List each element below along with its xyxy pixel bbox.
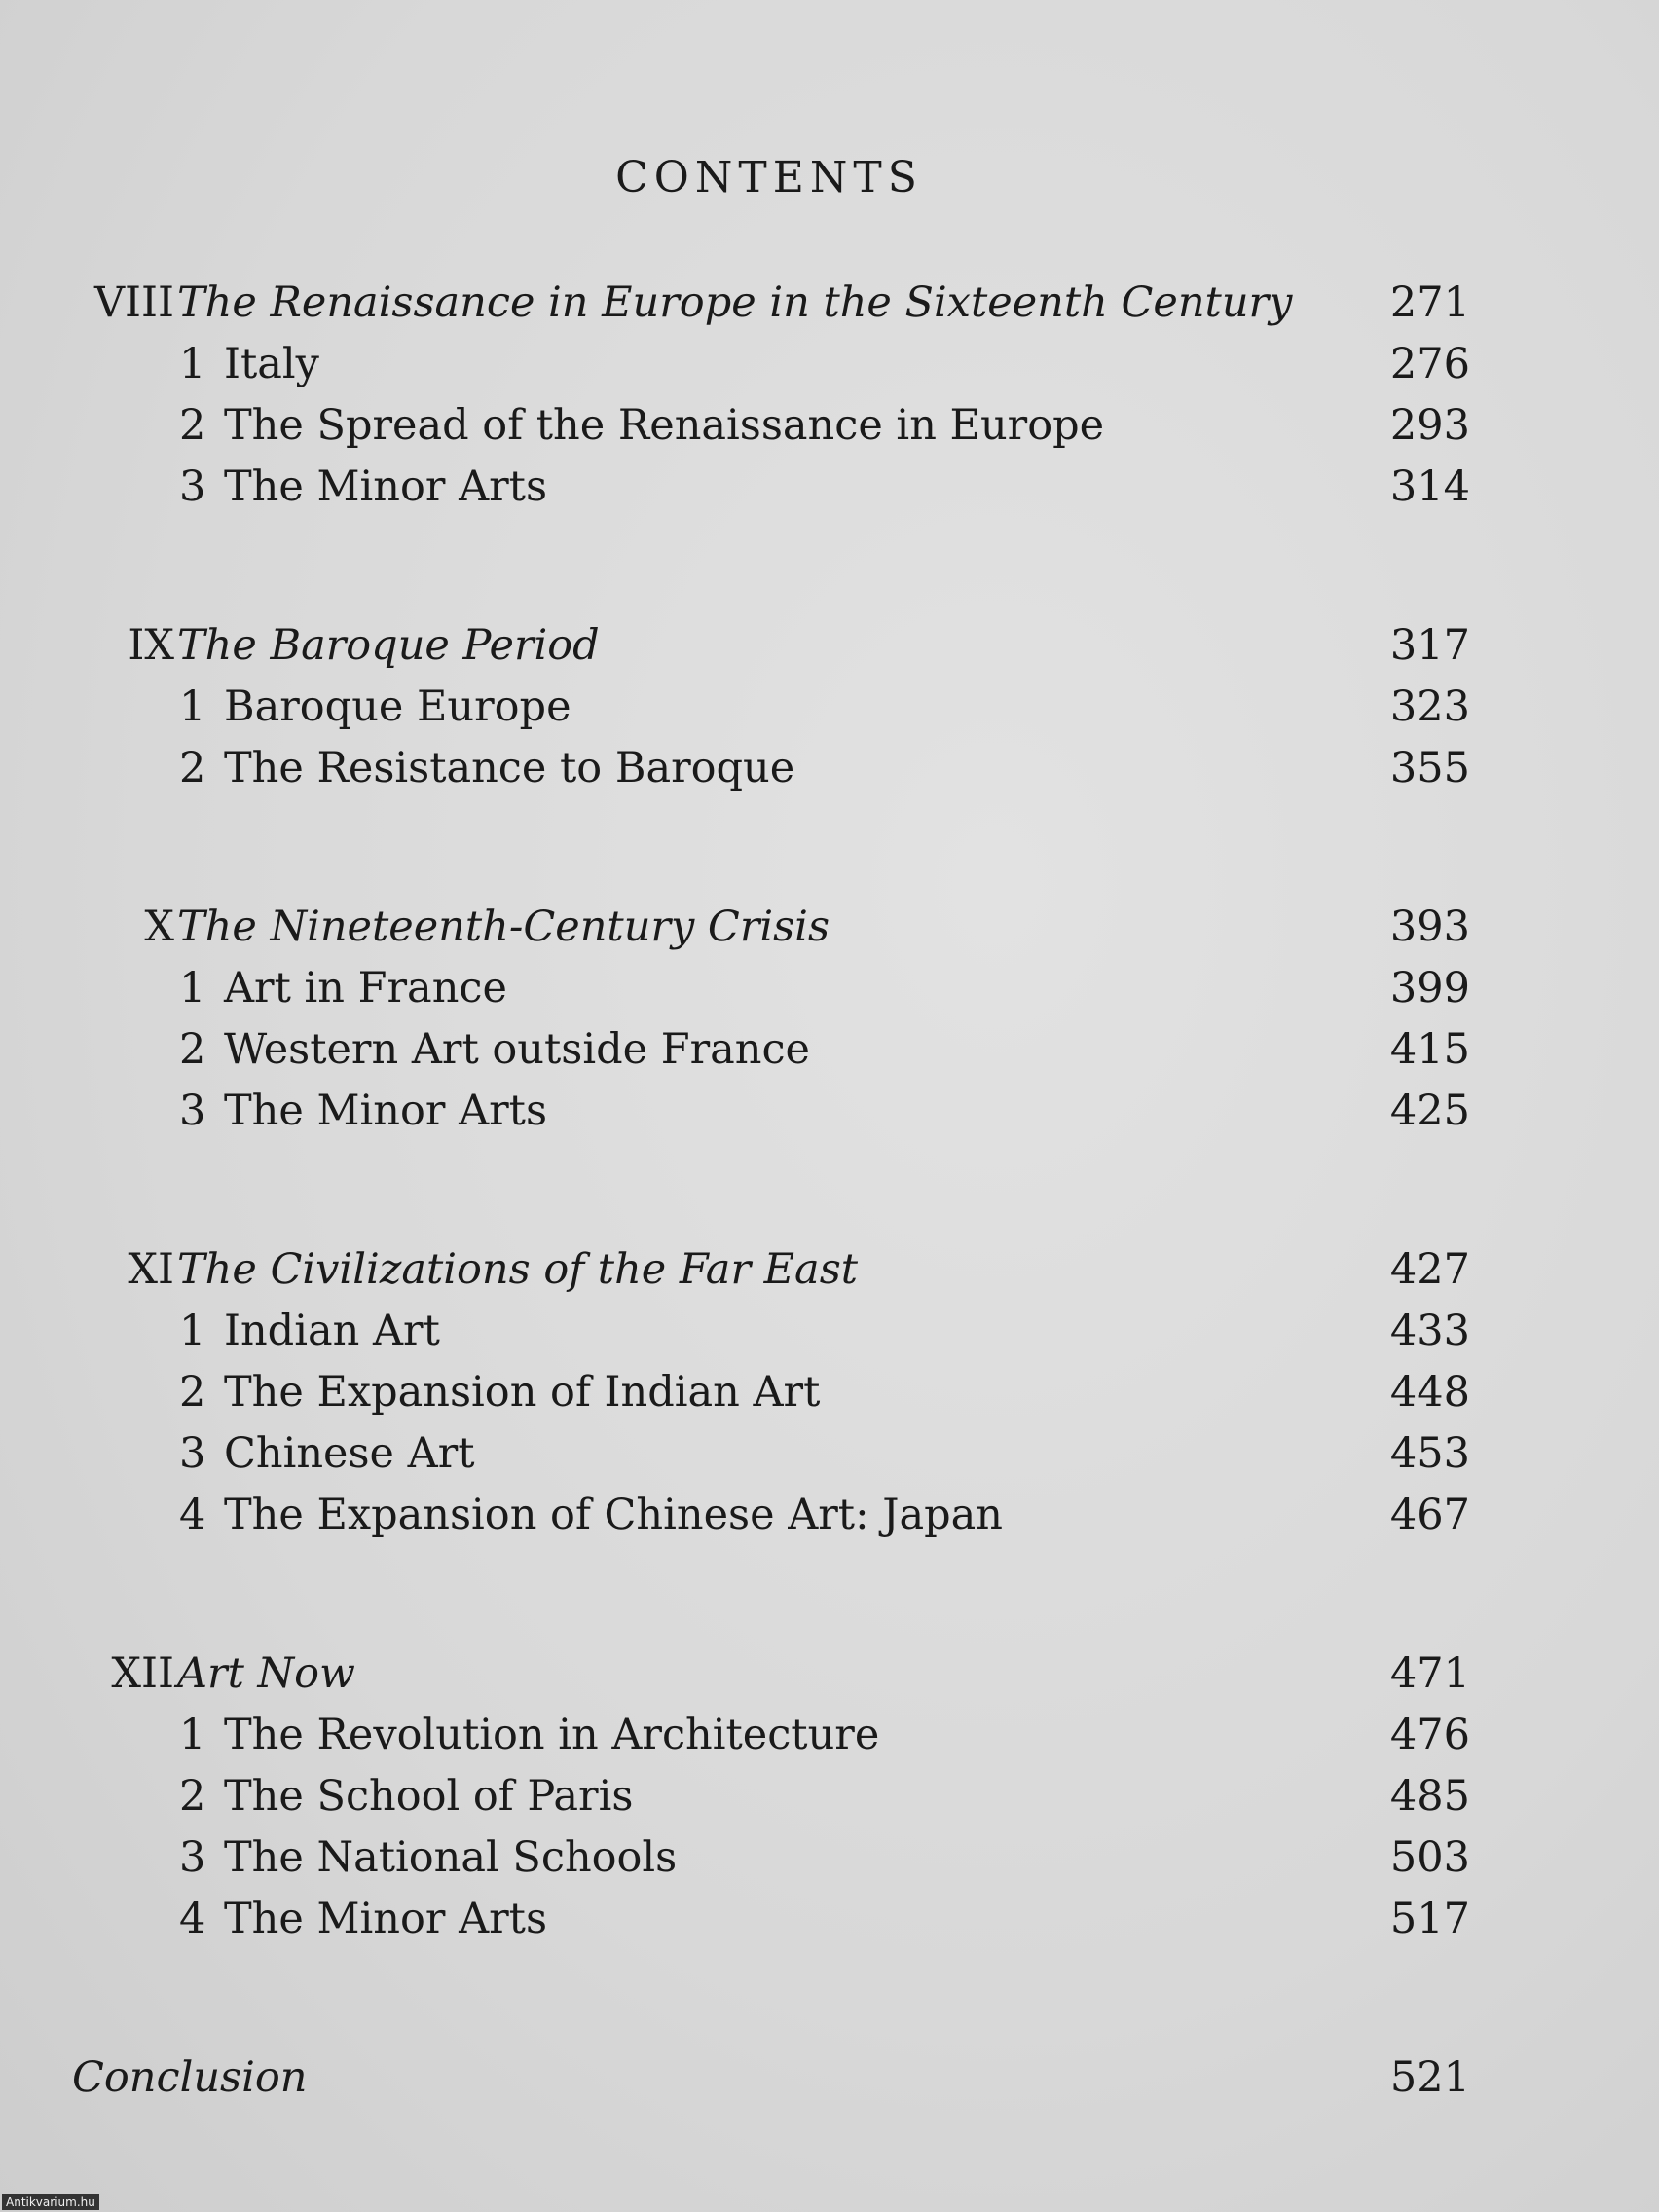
section-number: 1 [179, 1307, 206, 1355]
section-title: The School of Paris [224, 1772, 634, 1821]
section-row[interactable] [0, 1827, 1659, 1889]
page-number: 276 [1389, 340, 1470, 388]
chapter-title: The Nineteenth-Century Crisis [177, 903, 830, 951]
section-title: The Resistance to Baroque [224, 744, 795, 793]
page-number: 355 [1389, 744, 1470, 793]
section-row[interactable] [0, 1019, 1659, 1081]
chapter-title: The Civilizations of the Far East [177, 1245, 859, 1294]
section-row[interactable] [0, 457, 1659, 518]
chapter-entry [0, 1239, 1659, 1546]
section-number: 1 [179, 1711, 206, 1759]
section-title: The Minor Arts [224, 462, 548, 511]
section-title: The Minor Arts [224, 1087, 548, 1135]
page-number: 393 [1389, 903, 1470, 951]
section-title: The Expansion of Indian Art [224, 1368, 821, 1417]
page-number: 293 [1389, 401, 1470, 450]
section-row[interactable] [0, 1766, 1659, 1827]
section-number: 2 [179, 744, 206, 793]
section-row[interactable] [0, 738, 1659, 799]
section-title: The Revolution in Architecture [224, 1711, 880, 1759]
chapter-row[interactable] [0, 1239, 1659, 1301]
chapter-title: The Baroque Period [177, 621, 600, 670]
section-number: 3 [179, 1833, 206, 1882]
page-title: CONTENTS [615, 153, 923, 203]
section-number: 4 [179, 1491, 206, 1539]
section-number: 3 [179, 1429, 206, 1478]
page-number: 271 [1389, 278, 1470, 327]
section-number: 2 [179, 1772, 206, 1821]
chapter-entry [0, 615, 1659, 799]
section-row[interactable] [0, 1705, 1659, 1766]
page-number: 427 [1389, 1245, 1470, 1294]
page-number: 425 [1389, 1087, 1470, 1135]
chapter-row[interactable] [0, 273, 1659, 334]
page-number: 471 [1389, 1649, 1470, 1698]
section-title: Art in France [224, 964, 507, 1013]
section-row[interactable] [0, 1301, 1659, 1362]
page-number: 323 [1389, 682, 1470, 731]
chapter-entry [0, 897, 1659, 1142]
page-number: 503 [1389, 1833, 1470, 1882]
section-row[interactable] [0, 334, 1659, 395]
chapter-number: VIII [93, 278, 174, 327]
section-row[interactable] [0, 1362, 1659, 1423]
section-title: Western Art outside France [224, 1025, 810, 1074]
section-title: The Expansion of Chinese Art: Japan [224, 1491, 1003, 1539]
chapter-number: XII [111, 1649, 174, 1698]
section-row[interactable] [0, 677, 1659, 738]
section-number: 2 [179, 1025, 206, 1074]
chapter-title: Art Now [177, 1649, 355, 1698]
chapter-row[interactable] [0, 615, 1659, 677]
section-title: Italy [224, 340, 319, 388]
conclusion-entry [0, 2047, 1659, 2109]
page-number: 415 [1389, 1025, 1470, 1074]
section-title: The National Schools [224, 1833, 678, 1882]
section-row[interactable] [0, 1485, 1659, 1546]
section-title: The Spread of the Renaissance in Europe [224, 401, 1105, 450]
chapter-row[interactable] [0, 1643, 1659, 1705]
section-number: 1 [179, 682, 206, 731]
watermark-credit: Antikvarium.hu [2, 2194, 99, 2210]
section-title: Indian Art [224, 1307, 440, 1355]
chapter-entry [0, 273, 1659, 518]
chapter-title: The Renaissance in Europe in the Sixteenth Century [177, 278, 1293, 327]
section-number: 4 [179, 1895, 206, 1943]
section-row[interactable] [0, 1423, 1659, 1485]
section-title: Baroque Europe [224, 682, 571, 731]
page-number: 433 [1389, 1307, 1470, 1355]
page-number: 467 [1389, 1491, 1470, 1539]
page-number: 517 [1389, 1895, 1470, 1943]
page-number: 399 [1389, 964, 1470, 1013]
conclusion-row[interactable] [0, 2047, 1659, 2109]
conclusion-title: Conclusion [72, 2053, 308, 2102]
page-number: 476 [1389, 1711, 1470, 1759]
section-row[interactable] [0, 1081, 1659, 1142]
section-number: 1 [179, 964, 206, 1013]
section-title: Chinese Art [224, 1429, 475, 1478]
page-number: 453 [1389, 1429, 1470, 1478]
chapter-number: X [144, 903, 174, 951]
section-number: 2 [179, 401, 206, 450]
section-number: 1 [179, 340, 206, 388]
chapter-row[interactable] [0, 897, 1659, 958]
section-row[interactable] [0, 1889, 1659, 1950]
chapter-entry [0, 1643, 1659, 1950]
chapter-number: IX [128, 621, 174, 670]
section-title: The Minor Arts [224, 1895, 548, 1943]
page-number: 314 [1389, 462, 1470, 511]
section-row[interactable] [0, 395, 1659, 457]
section-number: 3 [179, 1087, 206, 1135]
page-number: 448 [1389, 1368, 1470, 1417]
section-number: 2 [179, 1368, 206, 1417]
page-number: 317 [1389, 621, 1470, 670]
page-number: 485 [1389, 1772, 1470, 1821]
page-number: 521 [1389, 2053, 1470, 2102]
table-of-contents [0, 273, 1659, 2206]
chapter-number: XI [128, 1245, 174, 1294]
section-row[interactable] [0, 958, 1659, 1019]
section-number: 3 [179, 462, 206, 511]
